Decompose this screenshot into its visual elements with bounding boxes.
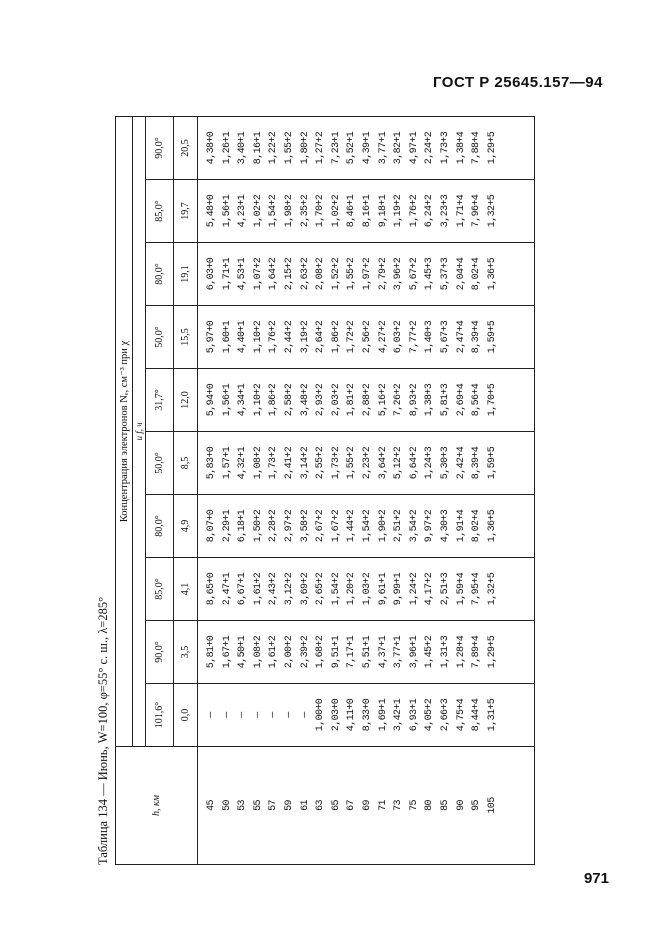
table-cell: — (268, 712, 280, 718)
table-cell: 4,32+1 (237, 446, 249, 480)
table-cell: 1,97+2 (361, 257, 373, 291)
table-cell: 2,97+2 (283, 509, 295, 543)
table-cell: 3,12+2 (283, 572, 295, 606)
table-cell: 1,45+2 (424, 635, 436, 669)
height-value: 50 (221, 800, 233, 811)
table-cell: 2,55+2 (315, 446, 327, 480)
table-cell: 1,68+2 (315, 635, 327, 669)
table-cell: 1,55+2 (283, 131, 295, 165)
table-cell: 3,96+1 (408, 635, 420, 669)
table-cell: 7,17+1 (346, 635, 358, 669)
table-cell: 1,54+2 (330, 572, 342, 606)
table-cell: 6,03+2 (393, 320, 405, 354)
time-header: 12,0 (174, 369, 198, 432)
value-column (198, 558, 535, 621)
table-cell: 2,24+2 (424, 131, 436, 165)
table-cell: 4,30+3 (439, 509, 451, 543)
table-cell: 1,38+4 (455, 131, 467, 165)
table-cell: 6,93+1 (408, 698, 420, 732)
height-value: 63 (315, 800, 327, 811)
table-cell: 1,27+2 (315, 131, 327, 165)
table-cell: 1,67+2 (330, 509, 342, 543)
table-cell: 2,65+2 (315, 572, 327, 606)
table-cell: 2,00+2 (283, 635, 295, 669)
table-cell: 2,03+2 (330, 383, 342, 417)
table-cell: 4,40+1 (237, 320, 249, 354)
table-caption: Таблица 134 — Июнь, W=100, φ=55° с. ш., λ=285° (96, 596, 110, 865)
table-cell: 7,95+4 (471, 572, 483, 606)
table-cell: 1,24+2 (408, 572, 420, 606)
table-cell: 8,65+0 (206, 572, 217, 606)
table-cell: 1,73+3 (439, 131, 451, 165)
table-cell: 3,69+2 (299, 572, 311, 606)
value-column (198, 306, 535, 369)
table-cell: 4,39+1 (361, 131, 373, 165)
table-cell: 1,70+5 (486, 383, 498, 417)
table-cell: 8,39+4 (471, 446, 483, 480)
table-cell: 3,23+3 (439, 194, 451, 228)
table-cell: 3,42+1 (393, 698, 405, 732)
param-title: и f, ч (133, 117, 146, 747)
table-cell: 8,02+4 (471, 509, 483, 543)
table-cell: 2,69+4 (455, 383, 467, 417)
table-cell: 2,56+2 (361, 320, 373, 354)
value-column (198, 243, 535, 306)
table-cell: 1,61+2 (252, 572, 264, 606)
table-cell: 8,93+2 (408, 383, 420, 417)
table-cell: 3,14+2 (299, 446, 311, 480)
table-cell: 2,43+2 (268, 572, 280, 606)
table-cell: 1,90+2 (377, 509, 389, 543)
table-cell: — (237, 712, 249, 718)
height-value: 55 (252, 800, 264, 811)
time-header: 4,1 (174, 558, 198, 621)
table-cell: 4,75+4 (455, 698, 467, 732)
table-cell: 1,38+3 (424, 383, 436, 417)
table-cell: 2,93+2 (315, 383, 327, 417)
table-cell: 2,51+3 (439, 572, 451, 606)
table-cell: 2,28+2 (268, 509, 280, 543)
table-cell: 2,04+4 (455, 257, 467, 291)
table-cell: 9,18+1 (377, 194, 389, 228)
table-cell: 1,54+2 (268, 194, 280, 228)
height-value: 69 (361, 800, 373, 811)
table-cell: 1,81+2 (346, 383, 358, 417)
table-cell: 4,50+1 (237, 635, 249, 669)
table-cell: 7,89+4 (471, 635, 483, 669)
angle-header: 90,0° (146, 621, 174, 684)
table-cell: 1,55+2 (346, 446, 358, 480)
table-cell: 2,51+2 (393, 509, 405, 543)
angle-header: 85,0° (146, 180, 174, 243)
table-cell: 5,37+3 (439, 257, 451, 291)
table-cell: 1,08+2 (252, 446, 264, 480)
table-cell: 2,88+2 (361, 383, 373, 417)
table-cell: 2,15+2 (283, 257, 295, 291)
table-cell: 1,36+5 (486, 257, 498, 291)
table-cell: 8,02+4 (471, 257, 483, 291)
table-cell: 8,46+1 (346, 194, 358, 228)
page-number: 971 (583, 870, 609, 887)
table-cell: — (283, 712, 295, 718)
angle-header: 85,0° (146, 558, 174, 621)
height-value: 45 (206, 800, 217, 811)
table-cell: 4,34+1 (237, 383, 249, 417)
time-header: 19,1 (174, 243, 198, 306)
table-cell: 6,18+1 (237, 509, 249, 543)
table-cell: 8,39+4 (471, 320, 483, 354)
table-cell: 1,80+2 (299, 131, 311, 165)
table-cell: 8,33+0 (361, 698, 373, 732)
table-cell: 1,32+5 (486, 572, 498, 606)
table-cell: 4,53+1 (237, 257, 249, 291)
height-value: 67 (346, 800, 358, 811)
table-cell: 2,23+2 (361, 446, 373, 480)
time-header: 15,5 (174, 306, 198, 369)
table-cell: 4,37+1 (377, 635, 389, 669)
table-cell: 1,20+2 (346, 572, 358, 606)
table-cell: 1,24+3 (424, 446, 436, 480)
table-cell: 4,23+1 (237, 194, 249, 228)
table-cell: 1,71+4 (455, 194, 467, 228)
height-value: 71 (377, 800, 389, 811)
electron-concentration-table (115, 116, 535, 865)
table-cell: 1,76+2 (268, 320, 280, 354)
table-cell: 3,58+2 (299, 509, 311, 543)
table-cell: 1,59+4 (455, 572, 467, 606)
table-cell: 8,07+0 (206, 509, 217, 543)
table-cell: 2,64+2 (315, 320, 327, 354)
angle-header: 80,0° (146, 495, 174, 558)
table-cell: 3,96+2 (393, 257, 405, 291)
height-value: 53 (237, 800, 249, 811)
table-cell: 5,67+2 (408, 257, 420, 291)
table-cell: 1,59+5 (486, 446, 498, 480)
table-cell: 5,81+3 (439, 383, 451, 417)
table-cell: 4,27+2 (377, 320, 389, 354)
table-cell: 1,10+2 (252, 320, 264, 354)
table-cell: 2,35+2 (299, 194, 311, 228)
standard-header: ГОСТ Р 25645.157—94 (432, 74, 603, 91)
table-cell: 6,24+2 (424, 194, 436, 228)
table-cell: 1,54+2 (361, 509, 373, 543)
table-cell: 2,29+1 (221, 509, 233, 543)
table-cell: 1,55+2 (346, 257, 358, 291)
concentration-title: Концентрация электронов Nₑ, см⁻³ при χ (116, 117, 133, 747)
angle-header: 80,0° (146, 243, 174, 306)
table-cell: 1,29+5 (486, 635, 498, 669)
table-cell: — (206, 712, 217, 718)
table-cell: 4,11+0 (346, 698, 358, 732)
table-cell: 1,71+1 (221, 257, 233, 291)
table-cell: 1,31+3 (439, 635, 451, 669)
table-cell: — (299, 712, 311, 718)
angle-header: 101,6° (146, 684, 174, 747)
time-header: 20,5 (174, 117, 198, 180)
table-cell: 6,03+0 (206, 257, 217, 291)
table-cell: 1,45+3 (424, 257, 436, 291)
table-cell: 1,76+2 (408, 194, 420, 228)
table-cell: 5,67+3 (439, 320, 451, 354)
table-cell: 2,42+4 (455, 446, 467, 480)
table-cell: 5,16+2 (377, 383, 389, 417)
table-cell: 2,66+3 (439, 698, 451, 732)
table-cell: 1,72+2 (346, 320, 358, 354)
table-cell: 1,32+5 (486, 194, 498, 228)
rotated-table-region (92, 117, 628, 865)
table-cell: 1,40+3 (424, 320, 436, 354)
angle-header: 90,0° (146, 117, 174, 180)
value-column (198, 180, 535, 243)
table-cell: 9,97+2 (424, 509, 436, 543)
table-cell: 2,67+2 (315, 509, 327, 543)
table-cell: 1,02+2 (330, 194, 342, 228)
table-cell: 7,96+4 (471, 194, 483, 228)
table-cell: 1,19+2 (393, 194, 405, 228)
table-cell: 2,41+2 (283, 446, 295, 480)
table-cell: 5,12+2 (393, 446, 405, 480)
table-cell: — (252, 712, 264, 718)
table-cell: 2,03+0 (330, 698, 342, 732)
table-cell: 2,58+2 (283, 383, 295, 417)
table-cell: 3,48+2 (299, 383, 311, 417)
angle-header: 31,7° (146, 369, 174, 432)
rotated-content (92, 117, 628, 865)
value-column (198, 621, 535, 684)
table-cell: 1,67+1 (221, 635, 233, 669)
table-cell: 1,61+2 (268, 635, 280, 669)
table-cell: 5,51+1 (361, 635, 373, 669)
table-cell: — (221, 712, 233, 718)
table-cell: 5,52+1 (346, 131, 358, 165)
table-cell: 1,86+2 (330, 320, 342, 354)
table-cell: 4,05+2 (424, 698, 436, 732)
table-cell: 1,57+1 (221, 446, 233, 480)
table-cell: 1,28+4 (455, 635, 467, 669)
table-cell: 2,63+2 (299, 257, 311, 291)
table-cell: 4,97+1 (408, 131, 420, 165)
table-cell: 1,29+5 (486, 131, 498, 165)
height-value: 75 (408, 800, 420, 811)
table-cell: 5,97+0 (206, 320, 217, 354)
value-column (198, 495, 535, 558)
value-column (198, 684, 535, 747)
value-column (198, 432, 535, 495)
table-cell: 1,69+1 (377, 698, 389, 732)
table-cell: 7,23+1 (330, 131, 342, 165)
height-value: 105 (486, 797, 498, 814)
table-cell: 9,99+1 (393, 572, 405, 606)
table-cell: 8,44+4 (471, 698, 483, 732)
table-cell: 3,54+2 (408, 509, 420, 543)
table-cell: 1,91+4 (455, 509, 467, 543)
table-cell: 2,47+1 (221, 572, 233, 606)
table-cell: 1,59+5 (486, 320, 498, 354)
table-cell: 2,44+2 (283, 320, 295, 354)
table-cell: 1,86+2 (268, 383, 280, 417)
table-cell: 1,00+0 (315, 698, 327, 732)
table-cell: 5,83+0 (206, 446, 217, 480)
table-cell: 3,82+1 (393, 131, 405, 165)
table-cell: 5,81+0 (206, 635, 217, 669)
table-cell: 3,19+2 (299, 320, 311, 354)
height-value: 90 (455, 800, 467, 811)
table-cell: 4,38+0 (206, 131, 217, 165)
table-cell: 9,61+1 (377, 572, 389, 606)
table-cell: 3,77+1 (393, 635, 405, 669)
table-cell: 7,77+2 (408, 320, 420, 354)
row-header: h, км (116, 747, 198, 865)
height-value: 57 (268, 800, 280, 811)
table-cell: 1,98+2 (283, 194, 295, 228)
table-cell: 1,73+2 (268, 446, 280, 480)
heights-column (198, 747, 535, 865)
table-cell: 1,73+2 (330, 446, 342, 480)
time-header: 0,0 (174, 684, 198, 747)
table-cell: 1,70+2 (315, 194, 327, 228)
value-column (198, 117, 535, 180)
height-value: 85 (439, 800, 451, 811)
table-cell: 4,17+2 (424, 572, 436, 606)
table-cell: 5,48+0 (206, 194, 217, 228)
value-column (198, 369, 535, 432)
table-cell: 1,44+2 (346, 509, 358, 543)
table-cell: 1,07+2 (252, 257, 264, 291)
table-cell: 1,31+5 (486, 698, 498, 732)
table-cell: 2,08+2 (315, 257, 327, 291)
height-value: 65 (330, 800, 342, 811)
table-cell: 1,10+2 (252, 383, 264, 417)
angle-header: 50,0° (146, 432, 174, 495)
time-header: 8,5 (174, 432, 198, 495)
table-cell: 1,50+2 (252, 509, 264, 543)
time-header: 3,5 (174, 621, 198, 684)
table-cell: 1,60+1 (221, 320, 233, 354)
angle-header: 50,0° (146, 306, 174, 369)
table-cell: 2,47+4 (455, 320, 467, 354)
table-cell: 1,08+2 (252, 635, 264, 669)
table-cell: 3,40+1 (237, 131, 249, 165)
table-cell: 6,64+2 (408, 446, 420, 480)
table-cell: 1,26+1 (221, 131, 233, 165)
table-cell: 8,56+4 (471, 383, 483, 417)
table-cell: 1,02+2 (252, 194, 264, 228)
table-cell: 7,26+2 (393, 383, 405, 417)
height-value: 61 (299, 800, 311, 811)
time-header: 4,9 (174, 495, 198, 558)
table-cell: 5,30+3 (439, 446, 451, 480)
table-cell: 8,16+1 (361, 194, 373, 228)
height-value: 73 (393, 800, 405, 811)
table-cell: 1,56+1 (221, 383, 233, 417)
table-cell: 1,36+5 (486, 509, 498, 543)
time-header: 19,7 (174, 180, 198, 243)
table-cell: 1,56+1 (221, 194, 233, 228)
table-cell: 3,64+2 (377, 446, 389, 480)
table-cell: 3,77+1 (377, 131, 389, 165)
table-cell: 1,52+2 (330, 257, 342, 291)
table-cell: 1,22+2 (268, 131, 280, 165)
table-cell: 2,39+2 (299, 635, 311, 669)
table-cell: 9,51+1 (330, 635, 342, 669)
height-value: 95 (471, 800, 483, 811)
table-cell: 7,88+4 (471, 131, 483, 165)
table-cell: 2,79+2 (377, 257, 389, 291)
table-cell: 8,16+1 (252, 131, 264, 165)
height-value: 59 (283, 800, 295, 811)
height-value: 80 (424, 800, 436, 811)
table-cell: 1,03+2 (361, 572, 373, 606)
table-cell: 5,94+0 (206, 383, 217, 417)
table-cell: 1,64+2 (268, 257, 280, 291)
table-cell: 6,67+1 (237, 572, 249, 606)
